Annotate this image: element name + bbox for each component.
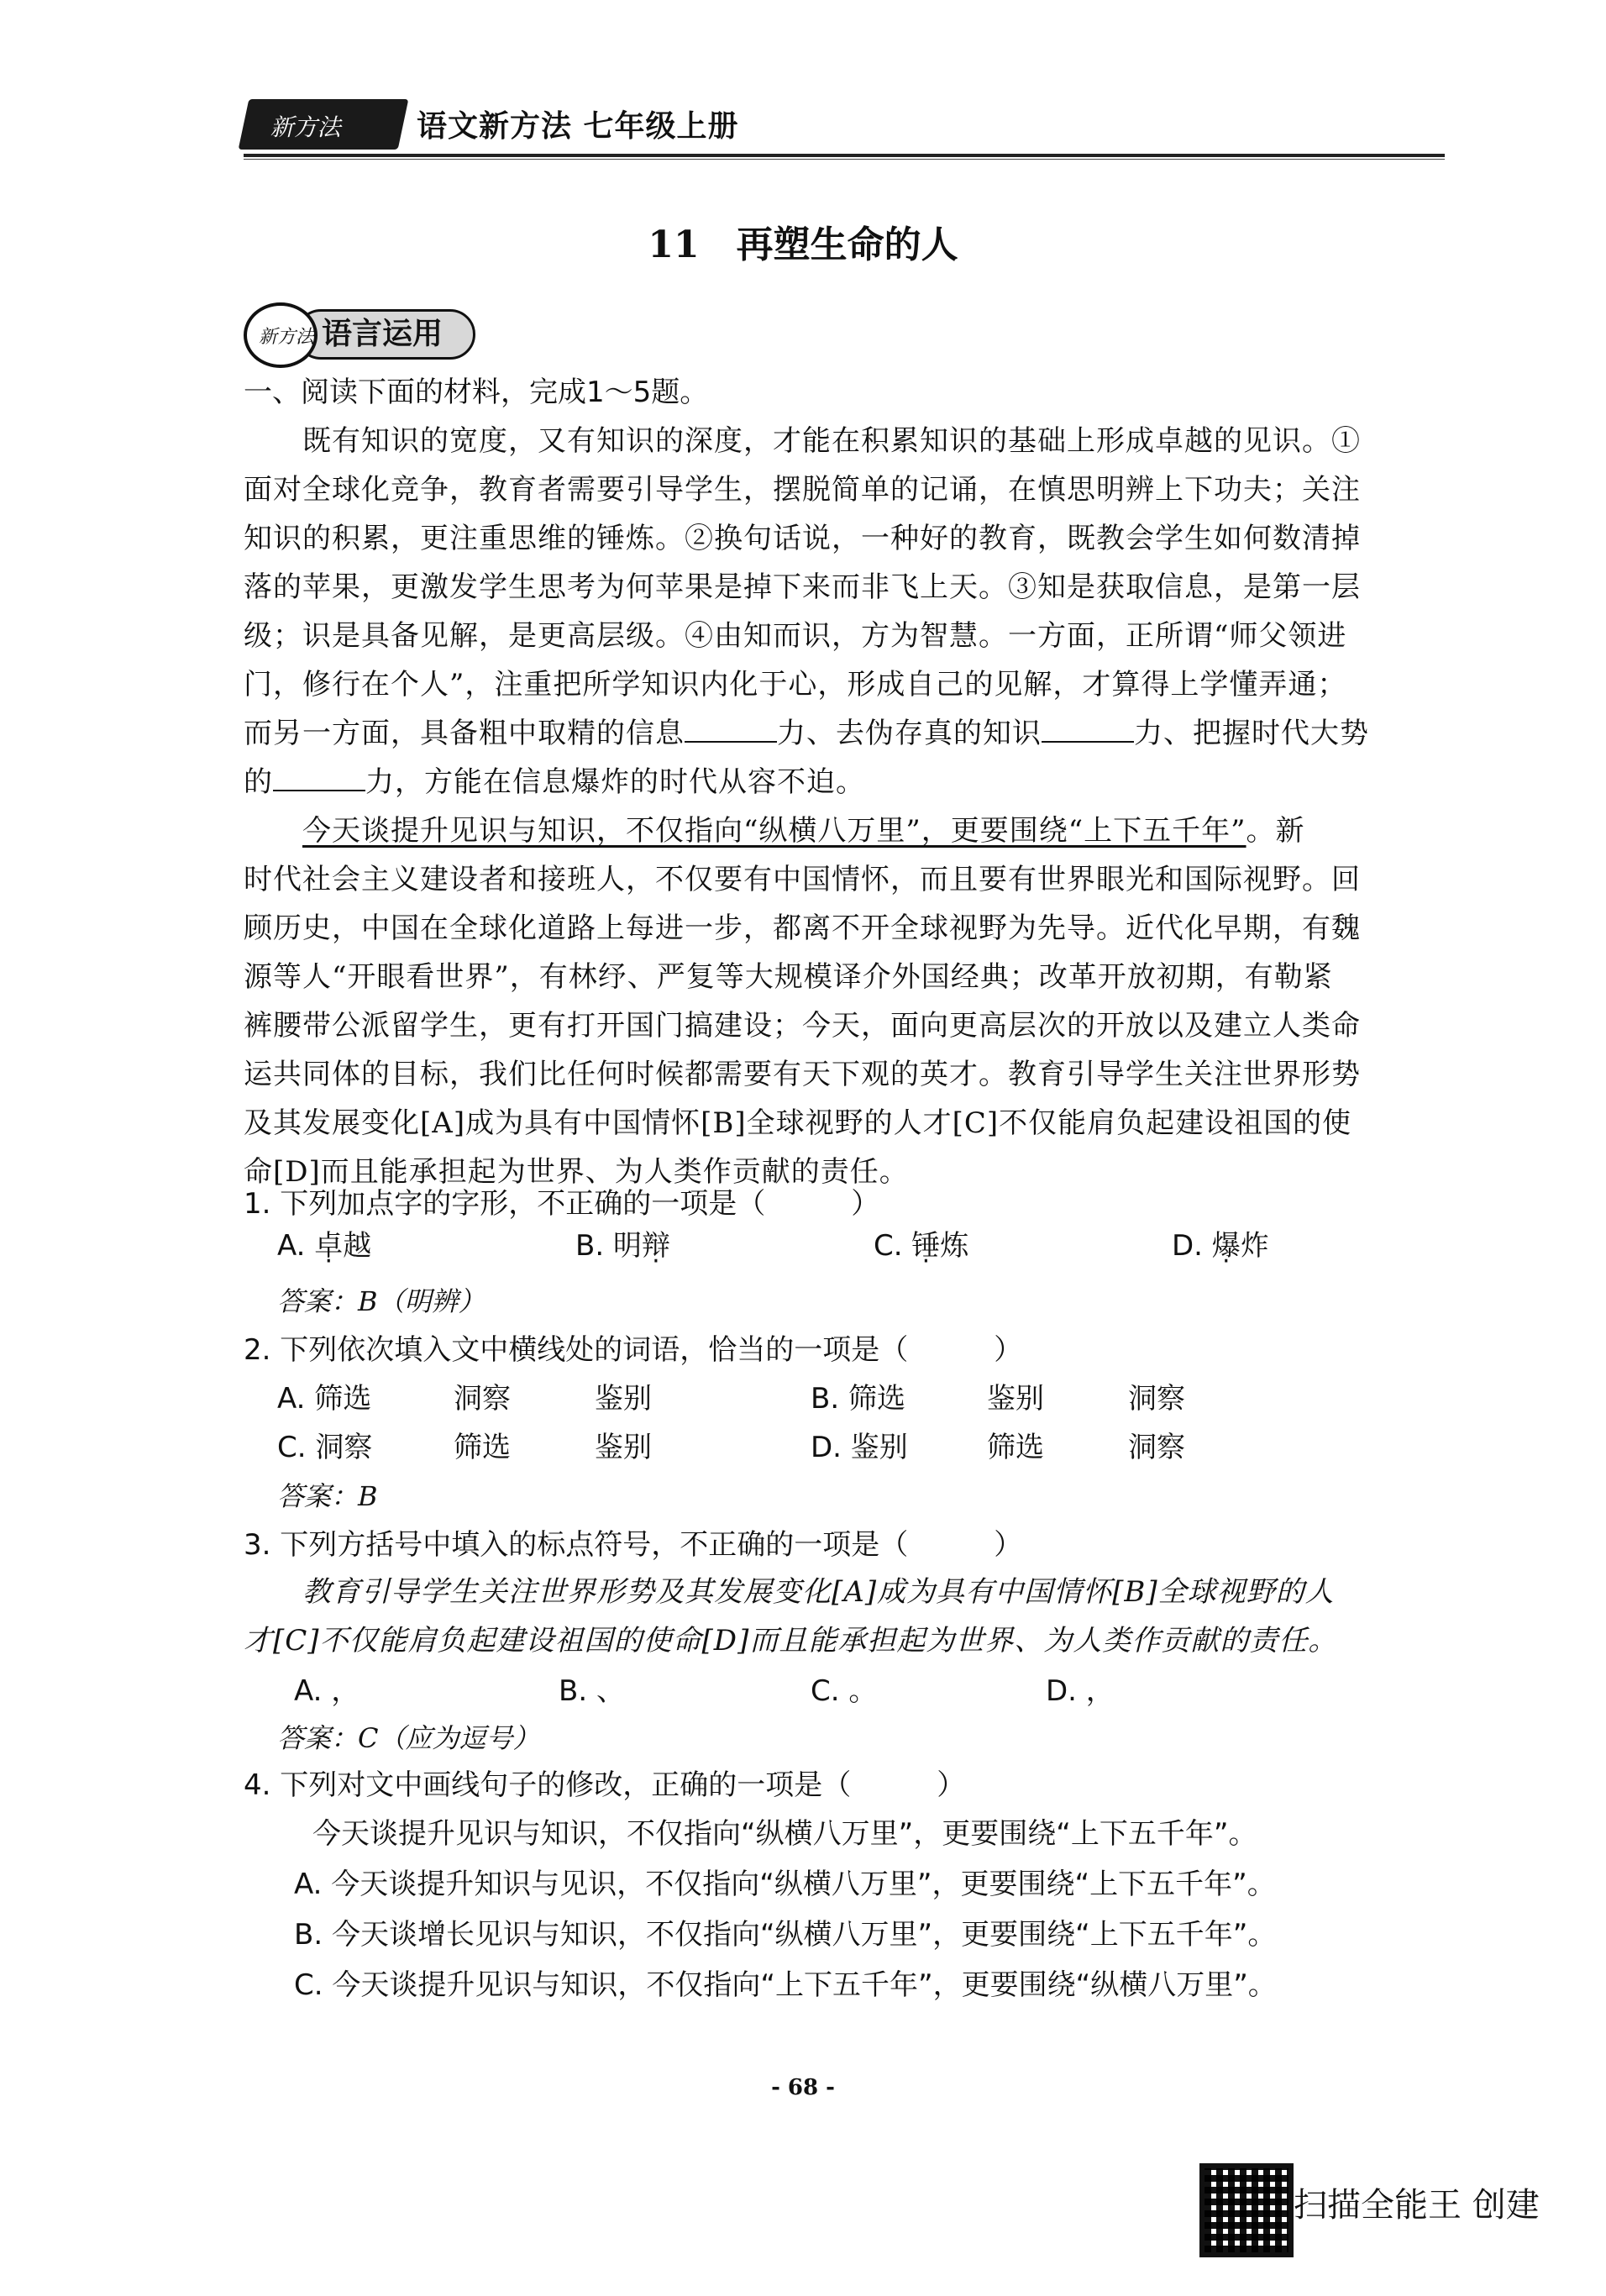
underlined-sentence: 今天谈提升见识与知识，不仅指向“纵横八万里”，更要围绕“上下五千年” (302, 814, 1246, 848)
question-1-stem: 1. 下列加点字的字形，不正确的一项是（ ） (244, 1187, 880, 1221)
passage-line: 运共同体的目标，我们比任何时候都需要有天下观的英才。教育引导学生关注世界形势 (244, 1058, 1361, 1091)
passage-line: 顾历史，中国在全球化道路上每进一步，都离不开全球视野为先导。近代化早期，有魏 (244, 912, 1361, 945)
q1-option-a: A. 卓越 (277, 1229, 372, 1263)
q2-option-a-word2: 洞察 (454, 1382, 511, 1416)
section-badge-text: 新方法 (259, 327, 315, 348)
q2-option-a-word1: A. 筛选 (277, 1382, 372, 1416)
passage-line (244, 806, 1445, 855)
q2-answer: 答案：B (277, 1480, 378, 1512)
book-title: 语文新方法 七年级上册 (417, 109, 739, 144)
text-segment: 的 (244, 765, 273, 799)
q4-quote: 今天谈提升见识与知识，不仅指向“纵横八万里”，更要围绕“上下五千年”。 (312, 1817, 1257, 1851)
publisher-logo-text: 新方法 (270, 113, 341, 141)
section-label: 语言运用 (296, 309, 475, 360)
passage-line: 门，修行在个人”，注重把所学知识内化于心，形成自己的见解，才算得上学懂弄通； (244, 668, 1347, 701)
question-2-stem: 2. 下列依次填入文中横线处的词语，恰当的一项是（ ） (244, 1333, 1023, 1367)
qr-code-icon (1199, 2163, 1294, 2257)
fill-blank (685, 716, 777, 743)
question-3-stem: 3. 下列方括号中填入的标点符号，不正确的一项是（ ） (244, 1528, 1023, 1562)
passage-line: 源等人“开眼看世界”，有林纾、严复等大规模译介外国经典；改革开放初期，有勒紧 (244, 960, 1333, 994)
passage-line: 裤腰带公派留学生，更有打开国门搞建设；今天，面向更高层次的开放以及建立人类命 (244, 1009, 1361, 1043)
passage-line: 时代社会主义建设者和接班人，不仅要有中国情怀，而且要有世界眼光和国际视野。回 (244, 863, 1361, 896)
q3-quote-line: 教育引导学生关注世界形势及其发展变化[A]成为具有中国情怀[B]全球视野的人 (244, 1575, 1335, 1609)
passage-line: 命[D]而且能承担起为世界、为人类作贡献的责任。 (244, 1155, 909, 1189)
q2-option-c-word2: 筛选 (454, 1431, 511, 1464)
passage-line: 面对全球化竞争，教育者需要引导学生，摆脱简单的记诵，在慎思明辨上下功夫；关注 (244, 473, 1361, 507)
passage-line-with-blanks (244, 709, 1445, 758)
q3-quote-line: 才[C]不仅能肩负起建设祖国的使命[D]而且能承担起为世界、为人类作贡献的责任。 (244, 1624, 1338, 1658)
page-number: - 68 - (771, 2075, 835, 2100)
q4-option-b: B. 今天谈增长见识与知识，不仅指向“纵横八万里”，更要围绕“上下五千年”。 (294, 1918, 1277, 1952)
q2-option-c-word1: C. 洞察 (277, 1431, 373, 1464)
text-segment: 力、去伪存真的知识 (777, 717, 1042, 750)
q1-answer: 答案：B（明辨） (277, 1285, 485, 1317)
publisher-logo (239, 99, 409, 150)
section-badge-icon (244, 302, 318, 368)
text-segment: 而另一方面，具备粗中取精的信息 (244, 717, 685, 750)
fill-blank (1042, 716, 1134, 743)
passage-line-with-blank (244, 758, 1445, 806)
q2-option-d-word1: D. 鉴别 (811, 1431, 908, 1464)
passage-line: 及其发展变化[A]成为具有中国情怀[B]全球视野的人才[C]不仅能肩负起建设祖国的使 (244, 1106, 1352, 1140)
fill-blank (273, 764, 365, 791)
text-segment: 。新 (1246, 814, 1305, 848)
question-4-stem: 4. 下列对文中画线句子的修改，正确的一项是（ ） (244, 1768, 966, 1802)
q1-option-b: B. 明辩 (575, 1229, 670, 1263)
lesson-title: 11 再塑生命的人 (648, 223, 958, 266)
q2-option-b-word2: 鉴别 (987, 1382, 1044, 1416)
header-rule (244, 154, 1445, 157)
q1-option-d: D. 爆炸 (1172, 1229, 1269, 1263)
q3-option-c: C. 。 (811, 1674, 878, 1708)
q2-option-d-word2: 筛选 (987, 1431, 1044, 1464)
q2-option-b-word1: B. 筛选 (811, 1382, 905, 1416)
q3-option-b: B. 、 (559, 1674, 625, 1708)
q2-option-b-word3: 洞察 (1128, 1382, 1185, 1416)
scanner-watermark: 扫描全能王 创建 (1294, 2186, 1540, 2225)
passage-line: 落的苹果，更激发学生思考为何苹果是掉下来而非飞上天。③知是获取信息，是第一层 (244, 570, 1361, 604)
q3-option-a: A. ， (294, 1674, 360, 1708)
instruction: 一、阅读下面的材料，完成1～5题。 (244, 376, 709, 409)
passage-line: 知识的积累，更注重思维的锤炼。②换句话说，一种好的教育，既教会学生如何数清掉 (244, 522, 1361, 555)
text-segment: 力、把握时代大势 (1134, 717, 1369, 750)
q4-option-c: C. 今天谈提升见识与知识，不仅指向“上下五千年”，更要围绕“纵横八万里”。 (294, 1968, 1277, 2002)
q2-option-a-word3: 鉴别 (595, 1382, 652, 1416)
q3-option-d: D. ， (1046, 1674, 1115, 1708)
passage-line: 既有知识的宽度，又有知识的深度，才能在积累知识的基础上形成卓越的见识。① (244, 424, 1361, 458)
q4-option-a: A. 今天谈提升知识与见识，不仅指向“纵横八万里”，更要围绕“上下五千年”。 (294, 1868, 1276, 1901)
q3-answer: 答案：C（应为逗号） (277, 1722, 540, 1754)
passage-line: 级；识是具备见解，是更高层级。④由知而识，方为智慧。一方面，正所谓“师父领进 (244, 619, 1347, 653)
text-segment: 力，方能在信息爆炸的时代从容不迫。 (365, 765, 865, 799)
q2-option-c-word3: 鉴别 (595, 1431, 652, 1464)
q1-option-c: C. 锤炼 (874, 1229, 969, 1263)
header-rule-thin (244, 159, 1445, 160)
q2-option-d-word3: 洞察 (1128, 1431, 1185, 1464)
